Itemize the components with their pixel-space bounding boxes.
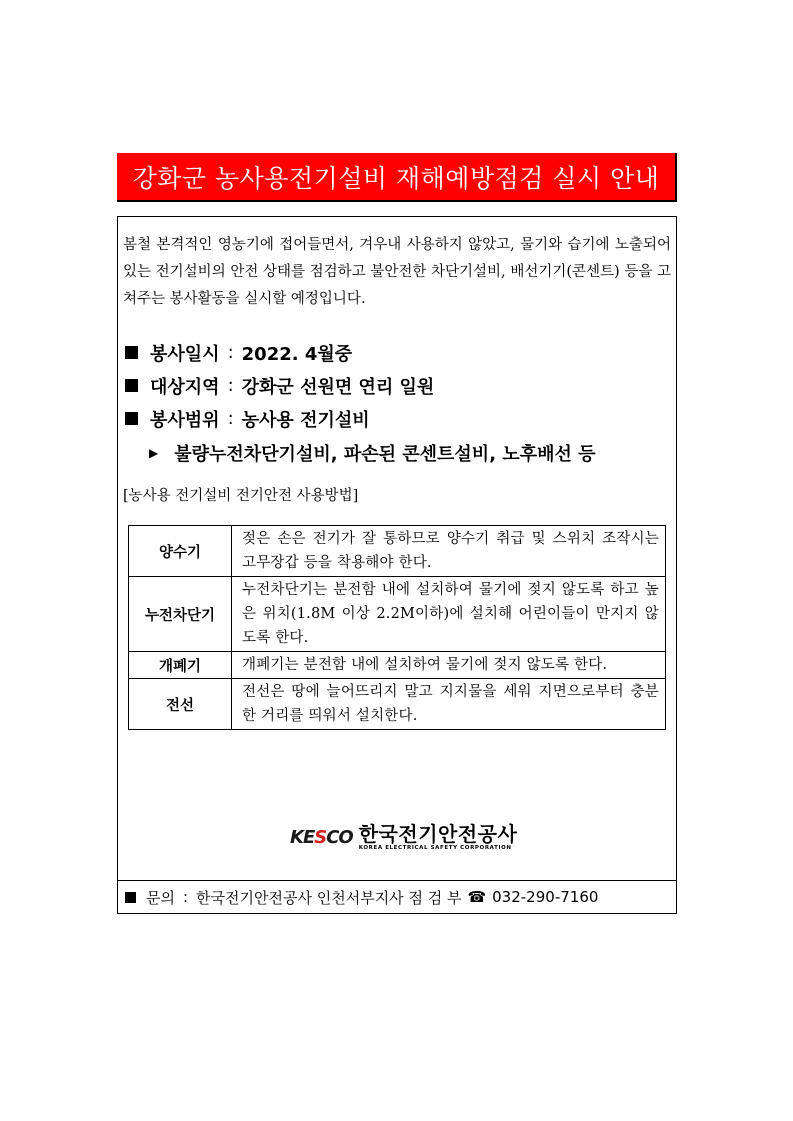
detail-list (125, 336, 673, 471)
contact-footer: 문의 : 한국전기안전공사 인천서부지사 점 검 부 ☎ 032-290-7160 (125, 882, 673, 912)
kesco-logo (290, 823, 517, 851)
scope-detail: ▶ 불량누전차단기설비, 파손된 콘센트설비, 노후배선 등 (149, 444, 596, 465)
square-bullet-icon (125, 892, 136, 903)
table-row-item: 전선 (129, 679, 232, 730)
table-row (129, 679, 666, 730)
table-row-desc: 누전차단기는 분전함 내에 설치하여 물기에 젖지 않도록 하고 높은 위치(1.8M 이상 2.2M이하)에 설치해 어린이들이 만지지 않도록 한다. (232, 577, 666, 652)
table-row (129, 526, 666, 577)
table-row (129, 577, 666, 652)
kesco-mark: KESCO (290, 826, 353, 848)
table-row-desc: 젖은 손은 전기가 잘 통하므로 양수기 취급 및 스위치 조작시는 고무장갑 등을 착용해야 한다. (232, 526, 666, 577)
safety-guide-table (128, 525, 666, 730)
table-row-desc: 개폐기는 분전함 내에 설치하여 물기에 젖지 않도록 한다. (232, 652, 666, 679)
detail-item-area: 대상지역 : 강화군 선원면 연리 일원 (125, 369, 673, 402)
table-row-item: 개폐기 (129, 652, 232, 679)
footer-divider (117, 880, 677, 881)
table-row (129, 652, 666, 679)
contact-department: 한국전기안전공사 인천서부지사 점 검 부 (196, 888, 462, 907)
triangle-bullet-icon: ▶ (149, 446, 159, 460)
logo-korean-name: 한국전기안전공사 (358, 822, 518, 846)
table-row-desc: 전선은 땅에 늘어뜨리지 말고 지지물을 세워 지면으로부터 충분한 거리를 띄워서 설치한다. (232, 679, 666, 730)
logo-english-name: KOREA ELECTRICAL SAFETY CORPORATION (358, 845, 512, 851)
notice-title: 강화군 농사용전기설비 재해예방점검 실시 안내 (132, 163, 660, 193)
table-row-item: 양수기 (129, 526, 232, 577)
square-bullet-icon (125, 379, 138, 392)
notice-title-banner (117, 153, 677, 202)
table-title: [농사용 전기설비 전기안전 사용방법] (123, 488, 359, 504)
square-bullet-icon (125, 412, 138, 425)
table-row-item: 누전차단기 (129, 577, 232, 652)
detail-item-scope: 봉사범위 : 농사용 전기설비 (125, 402, 673, 435)
detail-item-date: 봉사일시 : 2022. 4월중 (125, 336, 673, 369)
contact-label: 문의 (146, 888, 175, 907)
intro-paragraph: 봄철 본격적인 영농기에 접어들면서, 겨우내 사용하지 않았고, 물기와 습기에 노출되어 있는 전기설비의 안전 상태를 점검하고 불안전한 차단기설비, 배선기기(콘센트) 등을 고쳐주는 봉사활동을 실시할 예정입니다. (123, 237, 671, 307)
square-bullet-icon (125, 346, 138, 359)
phone-icon: ☎ (467, 888, 487, 906)
contact-phone: 032-290-7160 (492, 888, 599, 906)
